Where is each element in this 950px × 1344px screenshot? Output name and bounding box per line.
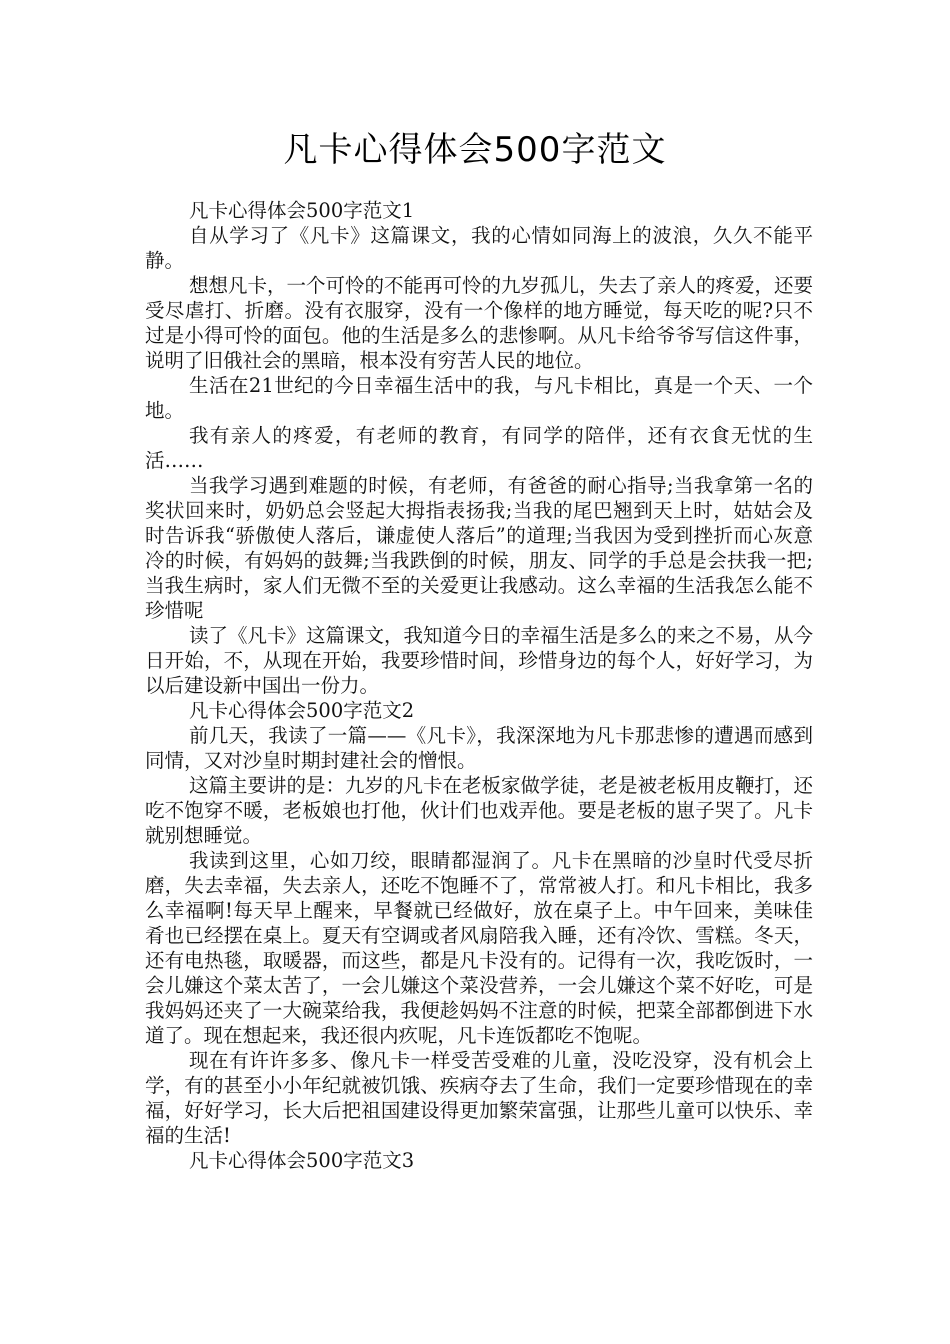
paragraph: 自从学习了《凡卡》这篇课文，我的心情如同海上的波浪，久久不能平静。 <box>145 224 813 272</box>
paragraph: 当我学习遇到难题的时候，有老师，有爸爸的耐心指导;当我拿第一名的奖状回来时，奶奶总会竖起大拇指表扬我;当我的尾巴翘到天上时，姑姑会及时告诉我“骄傲使人落后，谦虚使人落后”的道理;当我因为受到挫折而心灰意冷的时候，有妈妈的鼓舞;当我跌倒的时候，朋友、同学的手总是会扶我一把;当我生病时，家人们无微不至的关爱更让我感动。这么幸福的生活我怎么能不珍惜呢 <box>145 474 813 622</box>
paragraph: 我读到这里，心如刀绞，眼睛都湿润了。凡卡在黑暗的沙皇时代受尽折磨，失去幸福，失去亲人，还吃不饱睡不了，常常被人打。和凡卡相比，我多么幸福啊!每天早上醒来，早餐就已经做好，放在桌子上。中午回来，美味佳肴也已经摆在桌上。夏天有空调或者风扇陪我入睡，还有冷饮、雪糕。冬天，还有电热毯，取暖器，而这些，都是凡卡没有的。记得有一次，我吃饭时，一会儿嫌这个菜太苦了，一会儿嫌这个菜没营养，一会儿嫌这个菜不好吃，可是我妈妈还夹了一大碗菜给我，我便趁妈妈不注意的时候，把菜全部都倒进下水道了。现在想起来，我还很内疚呢，凡卡连饭都吃不饱呢。 <box>145 849 813 1047</box>
paragraph: 读了《凡卡》这篇课文，我知道今日的幸福生活是多么的来之不易，从今日开始，不，从现在开始，我要珍惜时间，珍惜身边的每个人，好好学习，为以后建设新中国出一份力。 <box>145 624 814 697</box>
document-title: 凡卡心得体会500字范文 <box>283 130 667 170</box>
section-heading-3: 凡卡心得体会500字范文3 <box>189 1149 415 1172</box>
paragraph: 前几天，我读了一篇——《凡卡》，我深深地为凡卡那悲惨的遭遇而感到同情，又对沙皇时期封建社会的憎恨。 <box>145 724 813 772</box>
paragraph: 这篇主要讲的是：九岁的凡卡在老板家做学徒，老是被老板用皮鞭打，还吃不饱穿不暖，老板娘也打他，伙计们也戏弄他。要是老板的崽子哭了。凡卡就别想睡觉。 <box>145 774 814 847</box>
paragraph: 生活在21世纪的今日幸福生活中的我，与凡卡相比，真是一个天、一个地。 <box>145 374 813 422</box>
section-heading-1: 凡卡心得体会500字范文1 <box>189 199 415 222</box>
document-body <box>145 198 813 1173</box>
section-heading-2: 凡卡心得体会500字范文2 <box>189 699 415 722</box>
paragraph: 现在有许许多多、像凡卡一样受苦受难的儿童，没吃没穿，没有机会上学，有的甚至小小年纪就被饥饿、疾病夺去了生命，我们一定要珍惜现在的幸福，好好学习，长大后把祖国建设得更加繁荣富强，让那些儿童可以快乐、幸福的生活! <box>145 1049 813 1147</box>
paragraph: 想想凡卡，一个可怜的不能再可怜的九岁孤儿，失去了亲人的疼爱，还要受尽虐打、折磨。没有衣服穿，没有一个像样的地方睡觉，每天吃的呢?只不过是小得可怜的面包。他的生活是多么的悲惨啊。从凡卡给爷爷写信这件事，说明了旧俄社会的黑暗，根本没有穷苦人民的地位。 <box>145 274 814 372</box>
paragraph: 我有亲人的疼爱，有老师的教育，有同学的陪伴，还有衣食无忧的生活…… <box>145 424 813 472</box>
